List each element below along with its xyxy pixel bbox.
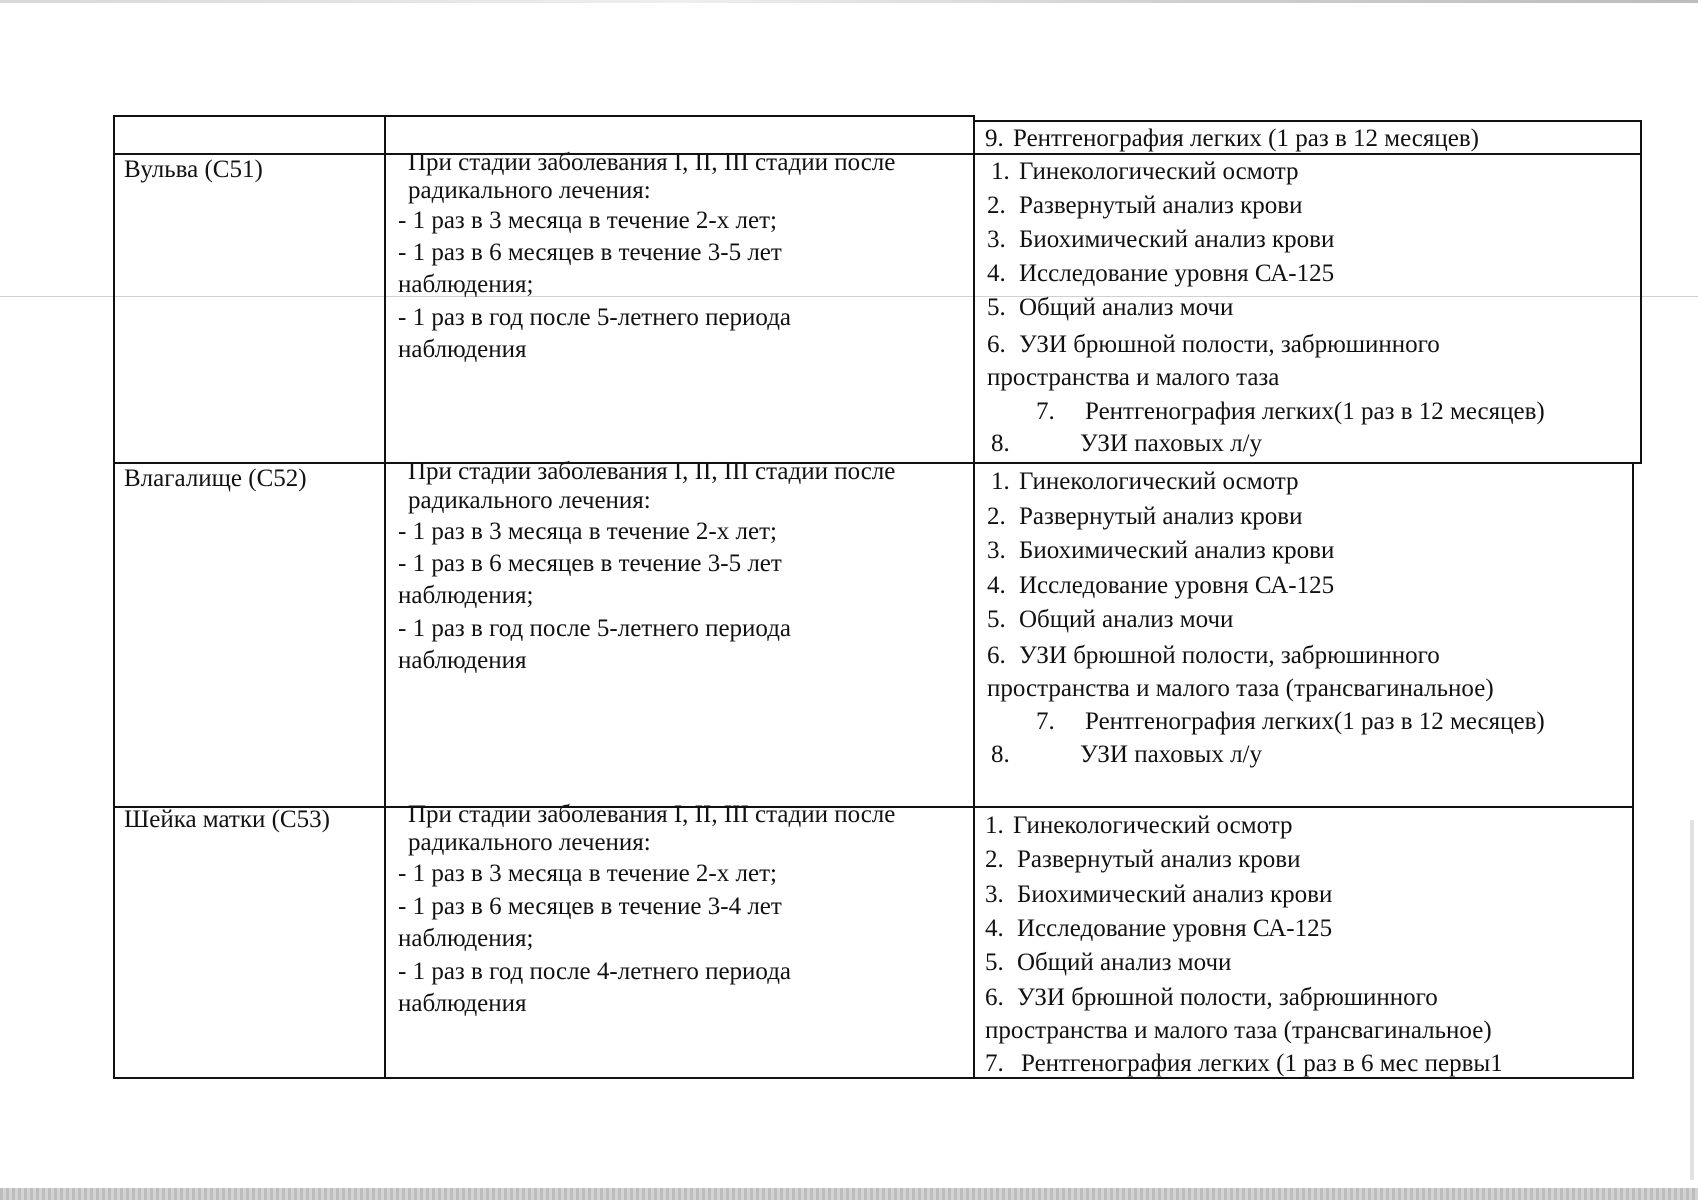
schedule-line: При стадии заболевания I, II, III стадии после [408,801,896,828]
exam-item-text: Исследование уровня СА-125 [1019,260,1335,287]
exam-item-text: Общий анализ мочи [1017,949,1232,976]
schedule-line: - 1 раз в 6 месяцев в течение 3-5 лет [398,550,782,577]
scan-edge-right [1690,820,1694,1180]
schedule-line: наблюдения [398,990,527,1017]
exam-item-number: 8. [991,741,1010,768]
exam-item-number: 6. [987,331,1006,358]
exam-item-text: Исследование уровня СА-125 [1019,572,1335,599]
schedule-line: При стадии заболевания I, II, III стадии после [408,149,896,176]
column-divider [973,115,975,1079]
localization-cell: Вульва (С51) [124,156,263,183]
schedule-line: - 1 раз в 3 месяца в течение 2-х лет; [398,860,777,887]
schedule-line: - 1 раз в год после 4-летнего периода [398,958,792,985]
localization-cell: Влагалище (С52) [124,465,307,492]
exam-item-number: 4. [987,572,1006,599]
exam-item-text: УЗИ паховых л/у [1080,741,1262,768]
exam-item-text: Рентгенография легких(1 раз в 12 месяцев) [1085,398,1545,425]
exam-item-number: 6. [987,642,1006,669]
exam-item-number: 7. [985,1050,1004,1077]
exam-item-number: 2. [987,192,1006,219]
exam-item-number: 3. [987,537,1006,564]
schedule-line: наблюдения [398,647,527,674]
exam-item-number: 7. [1036,708,1055,735]
exam-item-text: пространства и малого таза [987,364,1280,391]
exam-item-text: пространства и малого таза (трансвагинальное) [987,675,1494,702]
exam-item-number: 3. [985,881,1004,908]
exam-item-text: Развернутый анализ крови [1019,503,1303,530]
exam-item-text: УЗИ брюшной полости, забрюшинного [1019,642,1440,669]
exam-item-text: Биохимический анализ крови [1017,881,1333,908]
scan-edge-bottom [0,1188,1698,1200]
exam-item-number: 1. [991,468,1010,495]
exam-item-text: Развернутый анализ крови [1019,192,1303,219]
exam-item-number: 2. [987,503,1006,530]
exam-item-text: Рентгенография легких (1 раз в 6 мес первы1 [1021,1050,1503,1077]
exam-item-text: Общий анализ мочи [1019,294,1234,321]
schedule-line: - 1 раз в год после 5-летнего периода [398,304,792,331]
exam-item-number: 3. [987,226,1006,253]
localization-cell: Шейка матки (С53) [124,806,330,833]
exam-item-text: Биохимический анализ крови [1019,537,1335,564]
schedule-line: - 1 раз в 3 месяца в течение 2-х лет; [398,207,777,234]
schedule-line: - 1 раз в 6 месяцев в течение 3-5 лет [398,239,782,266]
table-border-top [113,115,975,117]
scan-edge-top [0,0,1698,3]
table-border-right [1632,462,1634,1079]
exam-item-number: 2. [985,846,1004,873]
exam-item-text: Исследование уровня СА-125 [1017,915,1333,942]
schedule-line: радикального лечения: [408,829,651,856]
exam-item-number: 5. [985,949,1004,976]
exam-item-text: Общий анализ мочи [1019,606,1234,633]
exam-item-text: Гинекологический осмотр [1013,812,1293,839]
exam-item-number: 6. [985,984,1004,1011]
schedule-line: радикального лечения: [408,177,651,204]
exam-item-number: 4. [987,260,1006,287]
schedule-line: - 1 раз в 6 месяцев в течение 3-4 лет [398,893,782,920]
exam-item-text: Рентгенография легких (1 раз в 12 месяцев) [1013,125,1479,152]
exam-item-number: 4. [985,915,1004,942]
exam-item-text: Рентгенография легких(1 раз в 12 месяцев) [1085,708,1545,735]
scan-crease [0,296,1698,297]
schedule-line: наблюдения; [398,925,534,952]
schedule-line: - 1 раз в год после 5-летнего периода [398,615,792,642]
exam-item-number: 7. [1036,398,1055,425]
exam-item-number: 8. [991,430,1010,457]
schedule-line: При стадии заболевания I, II, III стадии после [408,458,896,485]
exam-item-number: 1. [985,812,1004,839]
exam-item-text: УЗИ брюшной полости, забрюшинного [1019,331,1440,358]
exam-item-number: 9. [985,125,1004,152]
exam-item-text: Гинекологический осмотр [1019,158,1299,185]
schedule-line: - 1 раз в 3 месяца в течение 2-х лет; [398,518,777,545]
exam-item-text: пространства и малого таза (трансвагинальное) [985,1017,1492,1044]
exam-item-text: Развернутый анализ крови [1017,846,1301,873]
exam-item-number: 5. [987,294,1006,321]
exam-item-text: УЗИ паховых л/у [1080,430,1262,457]
exam-item-text: Биохимический анализ крови [1019,226,1335,253]
exam-item-number: 5. [987,606,1006,633]
exam-item-text: УЗИ брюшной полости, забрюшинного [1017,984,1438,1011]
schedule-line: наблюдения [398,336,527,363]
table-border-top-right [975,120,1642,122]
exam-item-text: Гинекологический осмотр [1019,468,1299,495]
schedule-line: радикального лечения: [408,487,651,514]
exam-item-number: 1. [991,158,1010,185]
table-border-right [1640,120,1642,464]
schedule-line: наблюдения; [398,271,534,298]
table-border-left [113,115,115,1079]
schedule-line: наблюдения; [398,582,534,609]
column-divider [384,115,386,1079]
